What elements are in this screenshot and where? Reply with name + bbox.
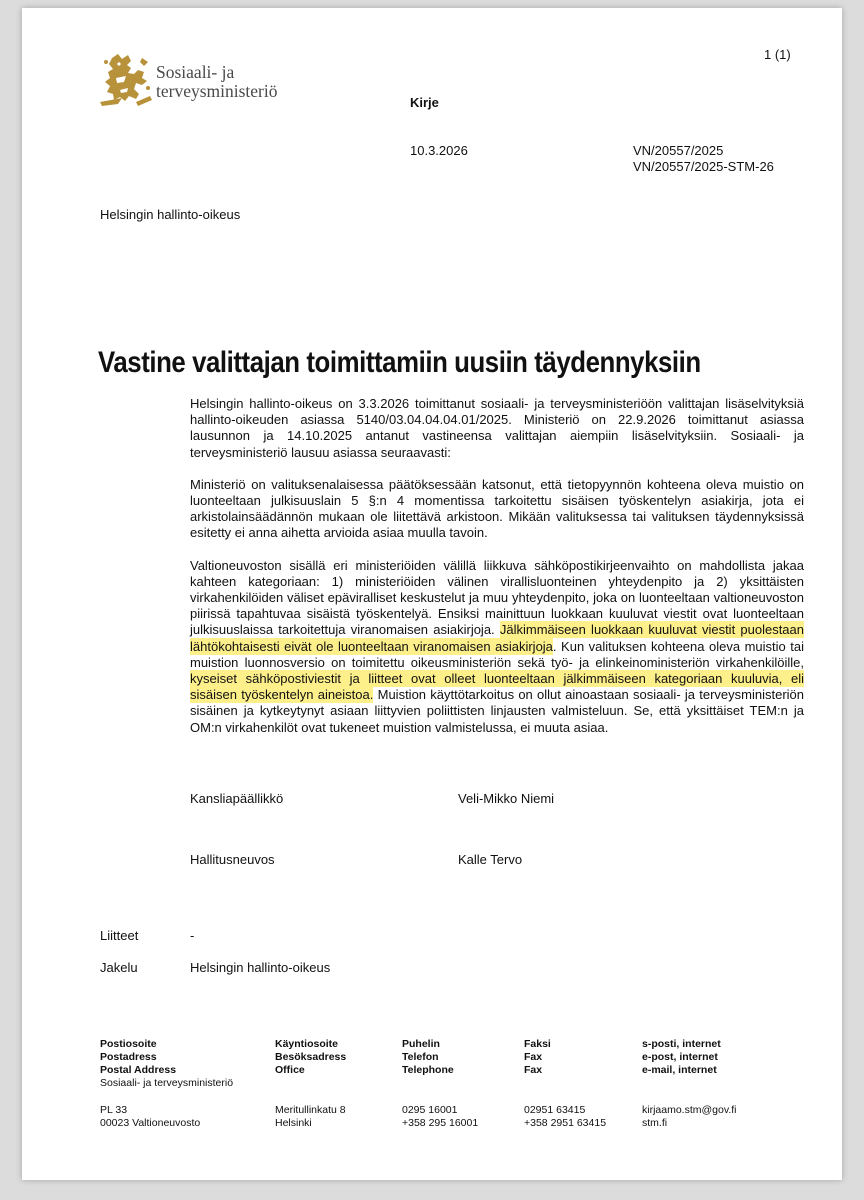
footer-heading: Office — [275, 1064, 305, 1076]
footer-fax — [524, 1038, 551, 1077]
highlighted-text: kyseiset sähköpostiviestit ja liitteet ovat olleet luonteeltaan jälkimmäiseen kategoriaan kuuluvia, eli sisäisen työskentelyn aineistoa. — [190, 671, 804, 703]
footer-heading: e-mail, internet — [642, 1064, 717, 1076]
text-segment: . Kun valituksen kohteena oleva muistio tai muistion luonnosversio on toimitettu oikeusministeriön sekä työ- ja elinkeinoministeriön virkahenkilöille, — [190, 638, 804, 670]
footer-email — [642, 1038, 721, 1077]
footer-value: +358 295 16001 — [402, 1117, 479, 1129]
recipient: Helsingin hallinto-oikeus — [100, 207, 241, 222]
footer-postal — [100, 1038, 233, 1090]
footer-email-values — [642, 1104, 737, 1130]
signatory-name-1: Veli-Mikko Niemi — [458, 791, 555, 806]
distribution-label: Jakelu — [100, 960, 138, 975]
footer-postal-values — [100, 1104, 200, 1130]
footer-heading: s-posti, internet — [642, 1038, 721, 1050]
signatory-name-2: Kalle Tervo — [458, 852, 523, 867]
footer-value: 02951 63415 — [524, 1104, 586, 1116]
footer-office — [275, 1038, 346, 1077]
paragraph-position: Ministeriö on valituksenalaisessa päätöksessään katsonut, että tietopyynnön kohteena oleva muistio on luonteeltaan julkisuuslain 5 §:n 4 momentissa tarkoitettu sisäisen työskentelyn asiakirja, jota ei arkistolainsäädännön mukaan ole liitettävä arkistoon. Mikään valituksessa tai valituksen täydennyksissä esitetty ei anna aihetta arvioida asiaa muulla tavoin. — [190, 476, 804, 541]
org-name-line2: terveysministeriö — [156, 81, 278, 101]
text-segment: Muistion käyttötarkoitus on ollut ainoastaan sosiaali- ja terveysministeriön sisäinen ja kytkeytynyt asiaan liittyvien poliittisten linjausten valmisteluun. Se, että yksittäiset TEM:n ja OM:n virkahenkilöt ovat tukeneet muistion valmistelussa, ei muuta asiaa. — [190, 687, 805, 735]
page-number: 1 (1) — [764, 47, 791, 62]
letter-body — [190, 396, 804, 736]
org-name-line1: Sosiaali- ja — [156, 62, 235, 82]
footer-value: Helsinki — [275, 1117, 312, 1129]
text-segment: Valtioneuvoston sisällä eri ministeriöiden välillä liikkuva sähköpostikirjeenvaihto on mahdollista jakaa kahteen kategoriaan: 1) ministeriöiden välinen virallisluonteinen yhteydenpito ja 2) yksittäisten virkahenkilöiden väliset epäviralliset keskustelut ja muu yhteydenpito, joka on luonteeltaan valtioneuvoston piirissä tapahtuvaa sisäistä työskentelyä. Ensiksi mainittuun luokkaan kuuluvat viestit ovat luonteeltaan julkisuuslaissa tarkoitettuja viranomaisen asiakirjoja. — [190, 557, 804, 638]
footer-office-values — [275, 1104, 346, 1130]
footer-heading: Puhelin — [402, 1038, 440, 1050]
footer-value: kirjaamo.stm@gov.fi — [642, 1104, 737, 1116]
footer-heading: Faksi — [524, 1038, 551, 1050]
footer-value: stm.fi — [642, 1117, 668, 1129]
distribution-value: Helsingin hallinto-oikeus — [190, 960, 331, 975]
paragraph-intro: Helsingin hallinto-oikeus on 3.3.2026 toimittanut sosiaali- ja terveysministeriöön valittajan lisäselvityksiä hallinto-oikeuden asiassa 5140/03.04.04.04.01/2025. Ministeriö on 22.9.2026 toimittanut asiassa lausunnon ja 14.10.2025 antanut vastineensa valittajan aiempiin lisäselvityksiin. Sosiaali- ja terveysministeriö lausuu asiassa seuraavasti: — [190, 396, 804, 460]
footer-phone — [402, 1038, 454, 1077]
footer-heading: Postadress — [100, 1051, 157, 1063]
footer-heading: Postal Address — [100, 1064, 177, 1076]
footer-value: Meritullinkatu 8 — [275, 1104, 346, 1116]
footer-heading: Besöksadress — [275, 1051, 347, 1063]
signatory-role-2: Hallitusneuvos — [190, 852, 275, 867]
footer-value: PL 33 — [100, 1104, 128, 1116]
footer-phone-values — [402, 1104, 478, 1130]
highlighted-text: Jälkimmäiseen luokkaan kuuluvat viestit puolestaan lähtökohtaisesti eivät ole luonteeltaan viranomaisen asiakirjoja — [190, 622, 804, 654]
reference-number: VN/20557/2025 — [633, 143, 724, 158]
page-title: Vastine valittajan toimittamiin uusiin täydennyksiin — [98, 346, 701, 379]
document-type: Kirje — [410, 95, 439, 110]
footer-heading: Fax — [524, 1051, 543, 1063]
footer-heading: e-post, internet — [642, 1051, 718, 1063]
attachments-label: Liitteet — [100, 928, 139, 943]
signatory-role-1: Kansliapäällikkö — [190, 791, 284, 806]
footer-heading: Käyntiosoite — [275, 1038, 339, 1050]
footer-fax-values — [524, 1104, 606, 1130]
footer-value: 0295 16001 — [402, 1104, 458, 1116]
lion-crest-icon — [98, 52, 154, 110]
paragraph-email-categories — [190, 558, 804, 736]
footer-value: 00023 Valtioneuvosto — [100, 1117, 201, 1129]
document-date: 10.3.2026 — [410, 143, 468, 158]
footer-heading: Fax — [524, 1064, 543, 1076]
footer-value: +358 2951 63415 — [524, 1117, 607, 1129]
footer-heading: Telephone — [402, 1064, 454, 1076]
footer-heading: Postiosoite — [100, 1038, 157, 1050]
letter-page — [22, 8, 842, 1180]
footer-heading: Telefon — [402, 1051, 439, 1063]
footer-org: Sosiaali- ja terveysministeriö — [100, 1077, 234, 1089]
attachments-value: - — [190, 928, 195, 943]
reference-number-secondary: VN/20557/2025-STM-26 — [633, 159, 774, 174]
